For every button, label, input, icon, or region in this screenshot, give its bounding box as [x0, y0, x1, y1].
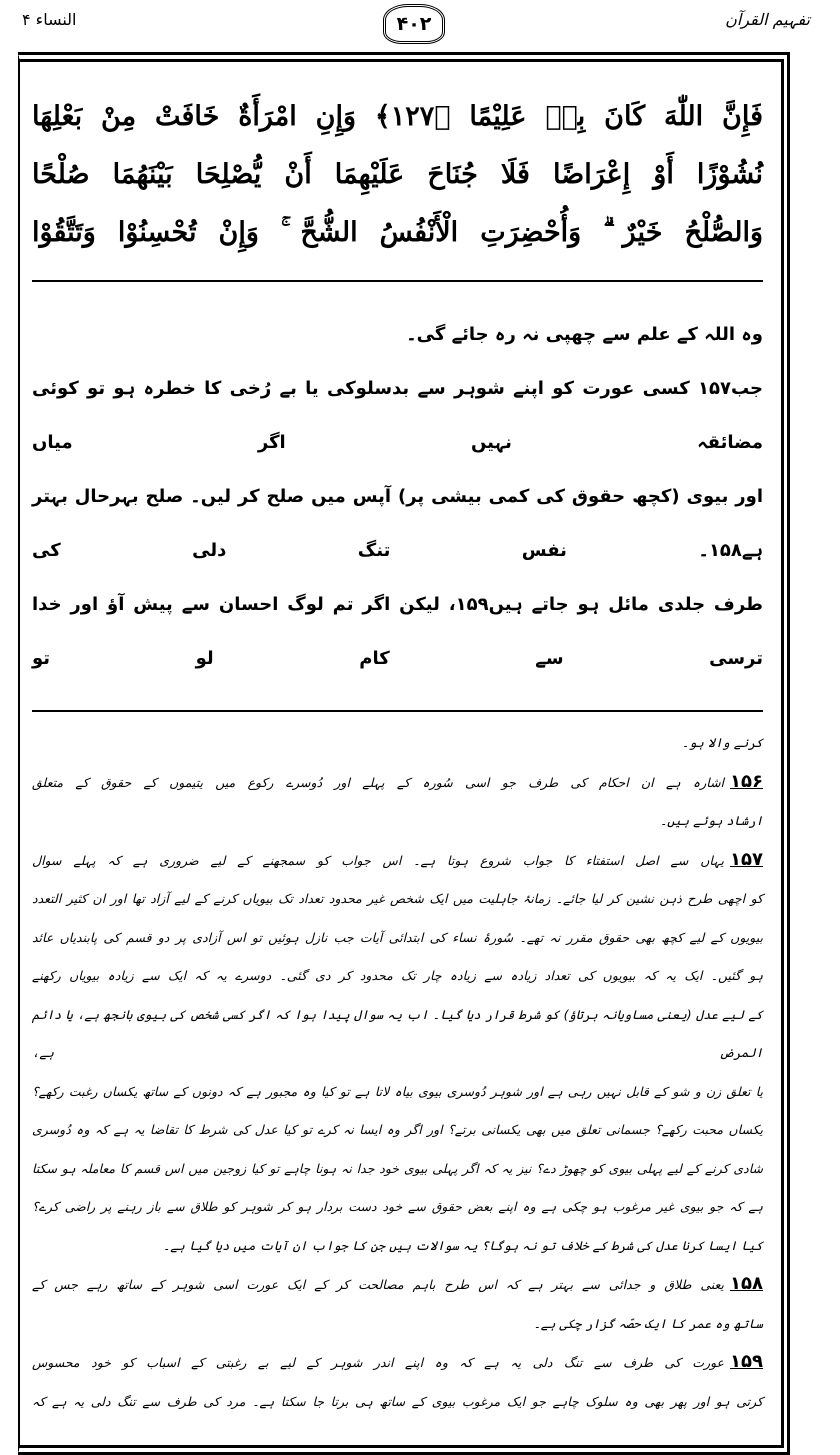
verse-line: وَالصُّلْحُ خَيْرٌ ۗ وَأُحْضِرَتِ الْأَنْفُسُ الشُّحَّ ۚ وَإِنْ تُحْسِنُوْا وَتَتَّقُوْا: [32, 217, 763, 248]
footnote-text: کے لیے عدل (یعنی مساویانہ برتاؤ) کو شرط قرار دیا گیا۔ اب یہ سوال پیدا ہوا کہ اگر کسی شخص کی بیوی بانجھ ہے، یا دائم المرض ہے،: [32, 1006, 763, 1060]
footnote-text: اشارہ ہے ان احکام کی طرف جو اسی سُورہ کے پہلے اور دُوسرے رکوع میں یتیموں کے حقوق کے متعلق: [32, 774, 725, 790]
footnote-text: کرنے والا ہو۔: [681, 735, 763, 750]
footnote-line: [32, 841, 763, 881]
footnote-text: ارشاد ہوئے ہیں۔: [659, 813, 763, 828]
page-number-ornament: [383, 4, 445, 44]
divider: [32, 710, 763, 712]
book-title: تفہیم القرآن: [725, 10, 810, 29]
footnote-text: ساتھ وہ عمر کا ایک حصّہ گزار چکی ہے۔: [533, 1315, 763, 1331]
footnote-line: [32, 802, 763, 841]
footnote-line: [32, 1150, 763, 1189]
footnote-number: ۱۵۸: [730, 1273, 763, 1294]
verse-line: نُشُوْزًا أَوْ إِعْرَاضًا فَلَا جُنَاحَ عَلَيْهِمَا أَنْ يُّصْلِحَا بَيْنَهُمَا صُلْحًا: [32, 159, 763, 190]
divider: [32, 280, 763, 282]
translation-block: [32, 290, 763, 702]
footnote-line: [32, 1265, 763, 1305]
translation-line: جب۱۵۷ کسی عورت کو اپنے شوہر سے بدسلوکی یا بے رُخی کا خطرہ ہو تو کوئی مضائقہ نہیں اگر میاں: [32, 378, 763, 453]
footnote-line: [32, 880, 763, 919]
verse-line: فَإِنَّ اللّٰهَ كَانَ بِهٖ عَلِيْمًا ﴿١٢٧﴾ وَإِنِ امْرَأَةٌ خَافَتْ مِنْ بَعْلِهَا: [32, 101, 764, 132]
footnote-text: شادی کرنے کے لیے پہلی بیوی کو چھوڑ دے؟ نیز یہ کہ اگر پہلی بیوی خود جدا نہ ہونا چاہے تو کیا زوجین میں اس قسم کا معاملہ ہو سکتا: [32, 1160, 763, 1176]
translation-line: طرف جلدی مائل ہو جاتے ہیں۱۵۹، لیکن اگر تم لوگ احسان سے پیش آؤ اور خدا ترسی سے کام لو تو: [32, 594, 763, 669]
footnote-text: کو اچھی طرح ذہن نشین کر لیا جائے۔ زمانۂ جاہلیت میں ایک شخص غیر محدود تعداد تک بیویاں کرنے کے لیے آزاد تھا اور ان کثیر التعدد: [32, 891, 763, 906]
footnote-line: [32, 1305, 763, 1344]
footnote-text: یہاں سے اصل استفتاء کا جواب شروع ہوتا ہے۔ اس جواب کو سمجھنے کے لیے ضروری ہے کہ پہلے سوال: [32, 852, 725, 868]
footnote-text: عورت کی طرف سے تنگ دلی یہ ہے کہ وہ اپنے اندر شوہر کے لیے بے رغبتی کے اسباب کو خود محسوس: [32, 1355, 725, 1370]
footnote-text: ہو گئیں۔ ایک یہ کہ بیویوں کی تعداد زیادہ سے زیادہ چار تک محدود کر دی گئی۔ دوسرے یہ کہ ایک سے زیادہ بیویاں رکھنے: [32, 968, 763, 983]
footnote-line: [32, 919, 763, 958]
footnote-line: [32, 1111, 763, 1150]
footnote-text: یکساں محبت رکھے؟ جسمانی تعلق میں بھی یکسانی برتے؟ اور اگر وہ ایسا نہ کرے تو کیا عدل کی شرط کا تقاضا یہ ہے کہ وہ دُوسری: [32, 1122, 763, 1137]
page-number: ۴۰۲: [396, 13, 432, 35]
footnotes: [32, 720, 763, 1421]
footnote-number: ۱۵۷: [730, 848, 763, 870]
page-header: [0, 0, 840, 50]
surah-name: النساء ۴: [22, 10, 77, 29]
footnote-text: ہے کہ جو بیوی غیر مرغوب ہو چکی ہے وہ اپنے بعض حقوق سے خود دست بردار ہو کر شوہر کو طلاق سے باز رہنے پر راضی کرے؟: [32, 1199, 763, 1214]
footnote-number: ۱۵۶: [730, 770, 763, 792]
translation-line: اور بیوی (کچھ حقوق کی کمی بیشی پر) آپس میں صلح کر لیں۔ صلح بہرحال بہتر ہے۱۵۸۔ نفس تنگ دلی کی: [32, 486, 763, 561]
footnote-line: [32, 724, 763, 763]
verse-block: [32, 82, 763, 272]
footnote-line: [32, 1383, 763, 1422]
footnote-text: یا تعلق زن و شو کے قابل نہیں رہی ہے اور شوہر دُوسری بیوی بیاہ لاتا ہے تو کیا وہ مجبور ہے کہ دونوں کے ساتھ یکساں رغبت رکھے؟: [32, 1083, 763, 1099]
page-frame: [18, 52, 790, 1455]
footnote-text: بیویوں کے لیے کچھ بھی حقوق مقرر نہ تھے۔ سُورۂ نساء کی ابتدائی آیات جب نازل ہوئیں تو اس آزادی پر دو قسم کی پابندیاں عائد: [32, 929, 763, 945]
footnote-text: یعنی طلاق و جدائی سے بہتر ہے کہ اس طرح باہم مصالحت کر کے ایک عورت اسی شوہر کے ساتھ رہے جس کے: [32, 1277, 725, 1292]
translation-line: وہ اللہ کے علم سے چھپی نہ رہ جائے گی۔: [406, 324, 763, 345]
footnote-line: [32, 763, 763, 803]
footnote-line: [32, 996, 763, 1073]
footnote-line: [32, 1343, 763, 1383]
footnote-text: کیا ایسا کرنا عدل کی شرط کے خلاف تو نہ ہوگا؟ یہ سوالات ہیں جن کا جواب ان آیات میں دیا گیا ہے۔: [162, 1237, 763, 1253]
footnote-line: [32, 1188, 763, 1227]
footnote-line: [32, 1227, 763, 1266]
footnote-line: [32, 957, 763, 996]
footnote-text: کرتی ہو اور پھر بھی وہ سلوک چاہے جو ایک مرغوب بیوی کے ساتھ ہی برتا جا سکتا ہے۔ مرد کی طرف سے تنگ دلی یہ ہے کہ: [32, 1393, 763, 1409]
footnote-line: [32, 1073, 763, 1112]
footnote-number: ۱۵۹: [730, 1351, 763, 1372]
